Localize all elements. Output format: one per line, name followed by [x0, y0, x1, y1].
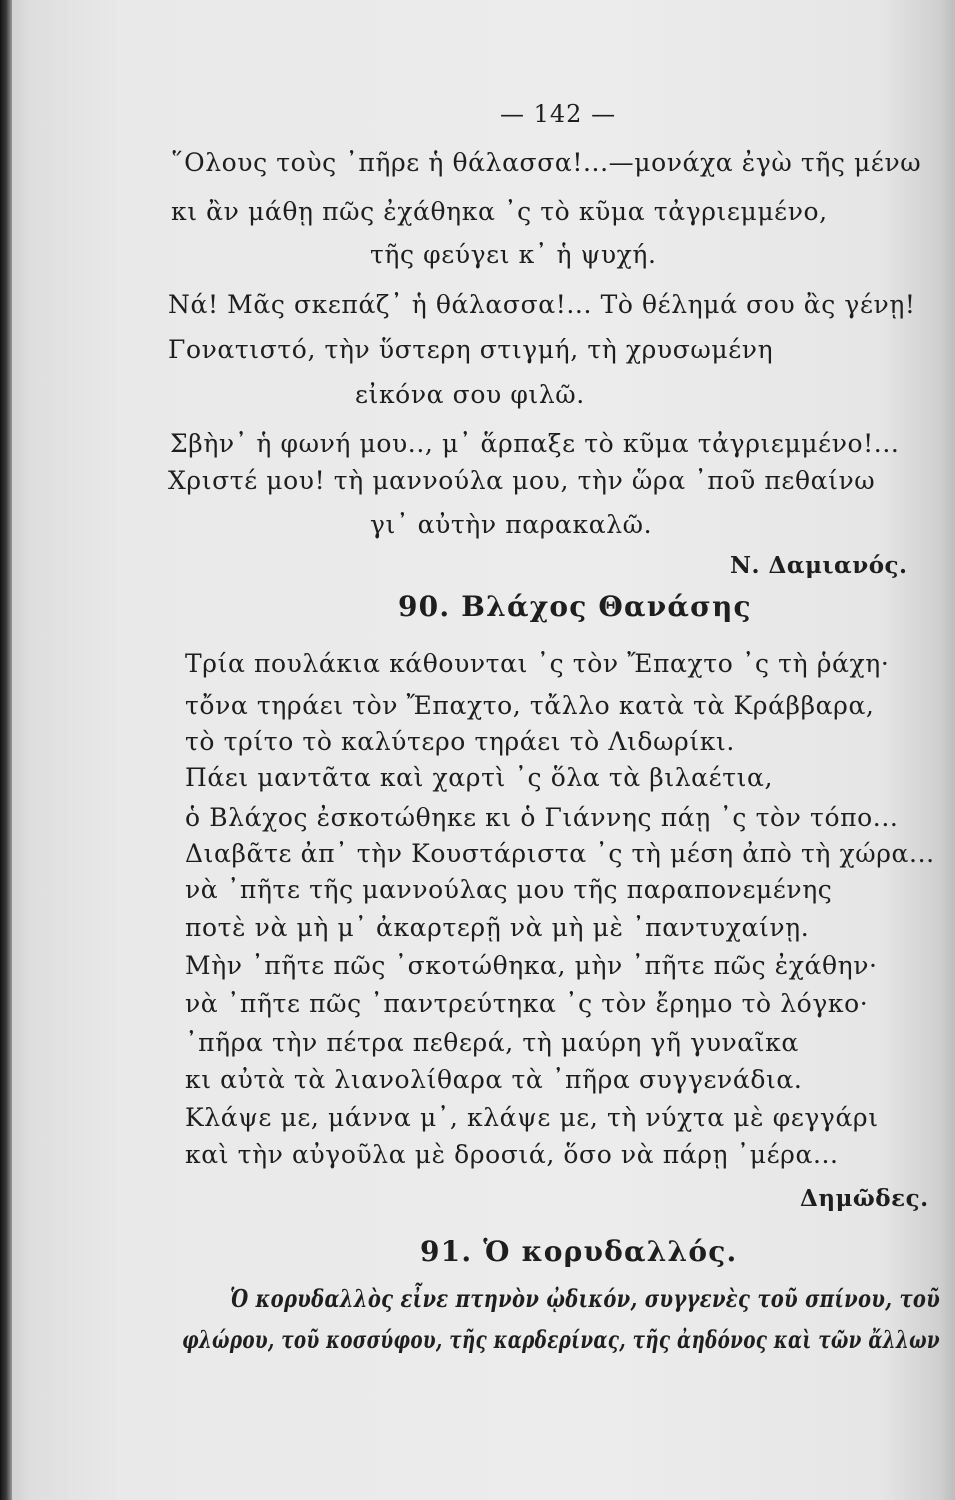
poem-line: Νά! Μᾶς σκεπάζ᾿ ἡ θάλασσα!... Τὸ θέλημά σου ἂς γένῃ! [168, 290, 916, 319]
poem-line: Γονατιστό, τὴν ὕστερη στιγμή, τὴ χρυσωμένη [168, 335, 774, 364]
poem-line: ποτὲ νὰ μὴ μ᾿ ἀκαρτερῇ νὰ μὴ μὲ ᾿παντυχαίνῃ. [185, 913, 810, 942]
poem-line: ᾿πῆρα τὴν πέτρα πεθερά, τὴ μαύρη γῆ γυναῖκα [185, 1028, 799, 1057]
poem-author: Δημῶδες. [800, 1185, 929, 1212]
poem-author: Ν. Δαμιανός. [730, 552, 908, 579]
poem-line: τὄνα τηράει τὸν Ἔπαχτο, τἄλλο κατὰ τὰ Κράββαρα, [185, 691, 875, 720]
page-number: — 142 — [500, 100, 617, 128]
poem-line: τὸ τρίτο τὸ καλύτερο τηράει τὸ Λιδωρίκι. [185, 727, 735, 756]
poem-line: Πάει μαντᾶτα καὶ χαρτὶ ᾿ς ὅλα τὰ βιλαέτια, [185, 763, 774, 792]
poem-line: Σβὴν᾿ ἡ φωνή μου.., μ᾿ ἅρπαξε τὸ κῦμα τἀγριεμμένο!... [170, 429, 900, 458]
poem-line: νὰ ᾿πῆτε πῶς ᾿παντρεύτηκα ᾿ς τὸν ἔρημο τὸ λόγκο· [185, 989, 869, 1018]
poem-line: Διαβᾶτε ἀπ᾿ τὴν Κουστάριστα ᾿ς τὴ μέση ἀπὸ τὴ χώρα... [185, 839, 935, 868]
poem-line: ῞Ολους τοὺς ᾿πῆρε ἡ θάλασσα!...—μονάχα ἐγὼ τῆς μένω [171, 148, 922, 177]
poem-line: κι ἂν μάθῃ πῶς ἐχάθηκα ᾿ς τὸ κῦμα τἀγριεμμένο, [171, 197, 828, 226]
book-binding-edge [0, 0, 12, 1500]
section-heading: 91. Ὁ κορυδαλλός. [420, 1235, 738, 1268]
poem-line: γι᾿ αὐτὴν παρακαλῶ. [370, 510, 653, 539]
poem-line: Κλάψε με, μάννα μ᾿, κλάψε με, τὴ νύχτα μὲ φεγγάρι [185, 1103, 879, 1132]
poem-line: καὶ τὴν αὐγοῦλα μὲ δροσιά, ὅσο νὰ πάρῃ ᾿μέρα... [185, 1140, 839, 1169]
poem-line: κι αὐτὰ τὰ λιανολίθαρα τὰ ᾿πῆρα συγγενάδια. [185, 1065, 803, 1094]
poem-line: Τρία πουλάκια κάθουνται ᾿ς τὸν Ἔπαχτο ᾿ς τὴ ῥάχη· [185, 649, 890, 678]
poem-line: Χριστέ μου! τὴ μαννούλα μου, τὴν ὥρα ᾿ποῦ πεθαίνω [168, 466, 876, 495]
poem-line: νὰ ᾿πῆτε τῆς μαννούλας μου τῆς παραπονεμένης [185, 875, 833, 904]
poem-line: ὁ Βλάχος ἐσκοτώθηκε κι ὁ Γιάννης πάῃ ᾿ς τὸν τόπο... [185, 803, 899, 832]
prose-line: φλώρου, τοῦ κοσσύφου, τῆς καρδερίνας, τῆς ἀηδόνος καὶ τῶν ἄλλων [182, 1325, 940, 1354]
poem-line: Μὴν ᾿πῆτε πῶς ᾿σκοτώθηκα, μὴν ᾿πῆτε πῶς ἐχάθην· [185, 951, 878, 980]
prose-line: Ὁ κορυδαλλὸς εἶνε πτηνὸν ᾠδικόν, συγγενὲς τοῦ σπίνου, τοῦ [230, 1284, 941, 1313]
section-heading: 90. Βλάχος Θανάσης [398, 590, 752, 623]
poem-line: τῆς φεύγει κ᾿ ἡ ψυχή. [370, 240, 657, 269]
poem-line: εἰκόνα σου φιλῶ. [355, 380, 585, 409]
